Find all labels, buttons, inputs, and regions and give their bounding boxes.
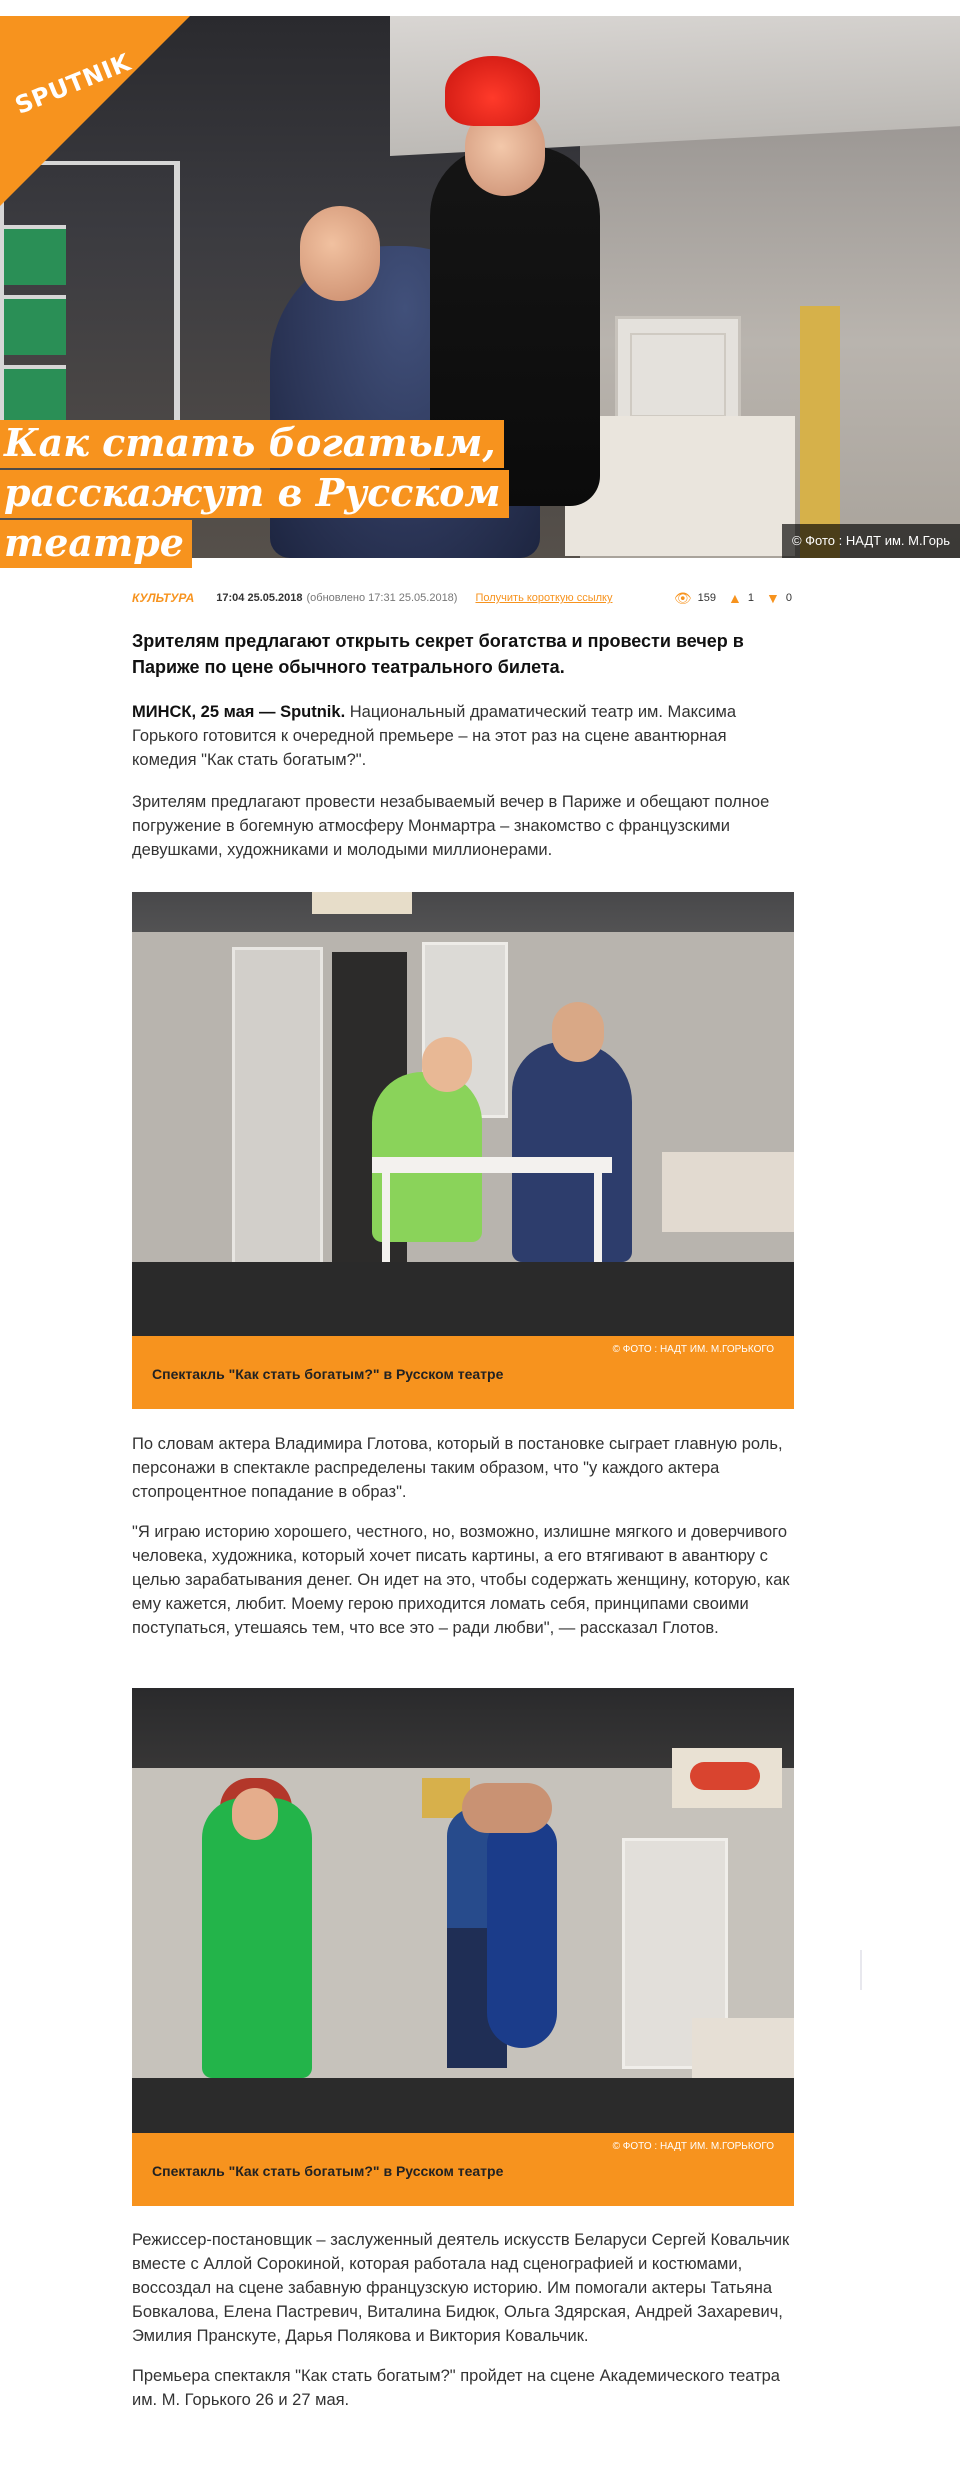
paragraph-1-text: Национальный драматический театр им. Максима Горького готовится к очередной премьере – на этот раз на сцене авантюрная комедия "Как стать богатым?". [132, 703, 737, 769]
title-line-2: расскажут в Русском [0, 470, 509, 518]
likes-count: 1 [747, 592, 755, 604]
thumbs-down-icon[interactable]: ▼ [766, 590, 780, 606]
paragraph-2: Зрителям предлагают провести незабываемый вечер в Париже и обещают полное погружение в богемную атмосферу Монмартра – знакомство с французскими девушками, художниками и молодыми миллионерами. [132, 793, 770, 859]
article-stats [674, 590, 792, 607]
paragraph-1 [132, 700, 794, 772]
category-link[interactable]: КУЛЬТУРА [132, 591, 195, 605]
sputnik-logo-text: SPUTNIK [11, 48, 135, 120]
figure-1-caption [132, 1336, 794, 1409]
paragraph-3: По словам актера Владимира Глотова, который в постановке сыграет главную роль, персонажи в спектакле распределены таким образом, что "у каждого актера стопроцентное попадание в образ". [132, 1435, 783, 1501]
title-line-1: Как стать богатым, [0, 420, 504, 468]
figure-2-caption [132, 2133, 794, 2206]
eye-icon: 👁 [673, 589, 692, 606]
short-link-button[interactable]: Получить короткую ссылку [475, 592, 613, 604]
article-meta [132, 588, 792, 608]
figure-1-caption-text: Спектакль "Как стать богатым?" в Русском театре [152, 1366, 504, 1382]
paragraph-6: Премьера спектакля "Как стать богатым?" пройдет на сцене Академического театра им. М. Горького 26 и 27 мая. [132, 2367, 780, 2409]
figure-2 [132, 1688, 794, 2206]
thumbs-up-icon[interactable]: ▲ [728, 590, 742, 606]
updated-time: (обновлено 17:31 25.05.2018) [306, 592, 458, 604]
hero-photo-credit: © Фото : НАДТ им. М.Горь [782, 524, 960, 558]
figure-1 [132, 892, 794, 1409]
quote-paragraph: "Я играю историю хорошего, честного, но, возможно, излишне мягкого и доверчивого человека, художника, который хочет писать картины, а его втягивают в авантюру с целью зарабатывания денег. Он идет на это, чтобы содержать женщину, которую, как ему кажется, любит. Моему герою приходится ломать себя, принципами своими поступаться, утешаясь тем, что все это – ради любви", — рассказал Глотов. [132, 1523, 790, 1637]
article-lead: Зрителям предлагают открыть секрет богатства и провести вечер в Париже по цене обычного театрального билета. [132, 631, 744, 677]
article-title [0, 420, 509, 570]
dislikes-count: 0 [785, 592, 792, 604]
figure-2-caption-text: Спектакль "Как стать богатым?" в Русском театре [152, 2163, 504, 2179]
views-count: 159 [697, 592, 717, 604]
figure-1-credit: © ФОТО : НАДТ ИМ. М.ГОРЬКОГО [612, 1344, 774, 1355]
figure-2-photo[interactable] [132, 1688, 794, 2133]
figure-2-credit: © ФОТО : НАДТ ИМ. М.ГОРЬКОГО [612, 2141, 774, 2152]
figure-1-photo[interactable] [132, 892, 794, 1336]
title-line-3: театре [0, 520, 192, 568]
dateline: МИНСК, 25 мая — Sputnik. [132, 703, 346, 721]
paragraph-5: Режиссер-постановщик – заслуженный деятель искусств Беларуси Сергей Ковальчик вместе с Аллой Сорокиной, которая работала над сценографией и костюмами, воссоздал на сцене забавную французскую историю. Им помогали актеры Татьяна Бовкалова, Елена Пастревич, Виталина Бидюк, Ольга Здярская, Андрей Захаревич, Эмилия Пранскуте, Дарья Полякова и Виктория Ковальчик. [132, 2231, 790, 2345]
scroll-marker [860, 1950, 862, 1990]
published-time: 17:04 25.05.2018 [216, 592, 303, 604]
